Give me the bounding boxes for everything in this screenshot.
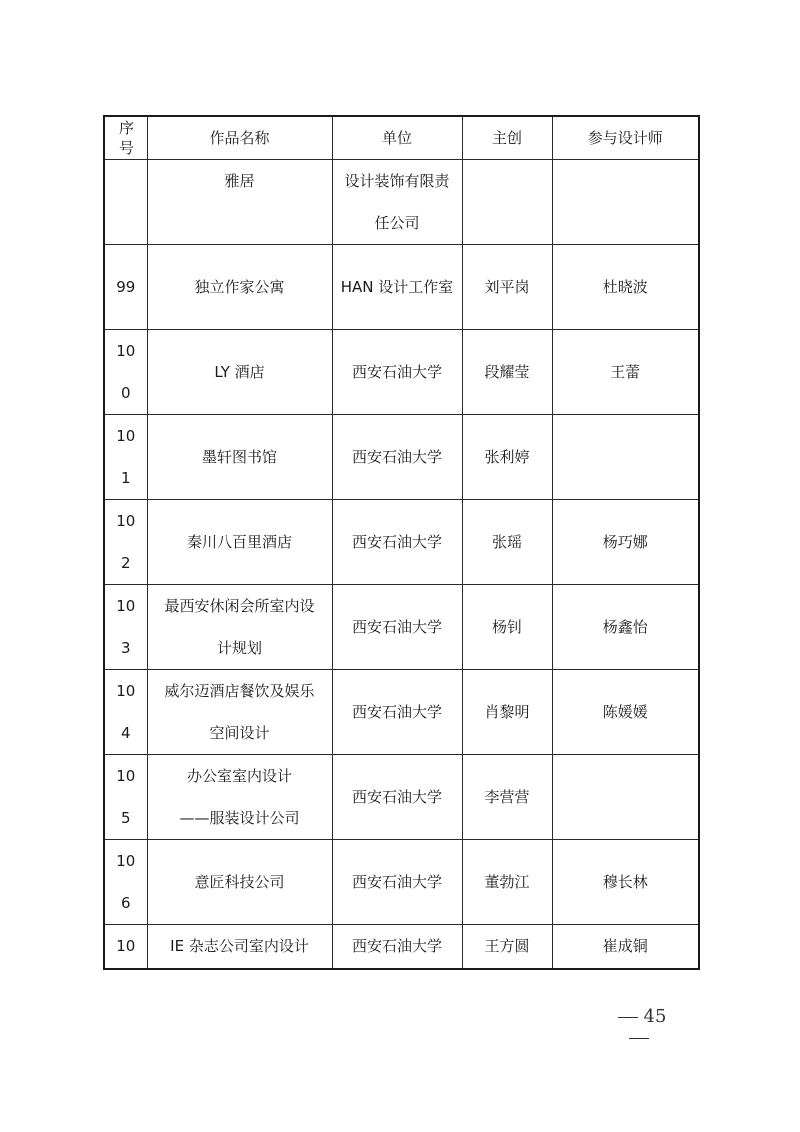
cell-seq: 101 [104, 415, 147, 500]
cell-title: 意匠科技公司 [147, 840, 332, 925]
cell-title: 威尔迈酒店餐饮及娱乐空间设计 [147, 670, 332, 755]
cell-seq: 100 [104, 330, 147, 415]
table-row [104, 415, 699, 500]
cell-title: IE 杂志公司室内设计 [147, 925, 332, 969]
dash-right [629, 1038, 649, 1039]
cell-seq [104, 160, 147, 245]
dash-left [618, 1017, 638, 1018]
cell-unit: 西安石油大学 [332, 500, 462, 585]
cell-lead: 刘平岗 [462, 245, 552, 330]
page-number [600, 1006, 678, 1048]
cell-lead: 张瑶 [462, 500, 552, 585]
cell-unit: 西安石油大学 [332, 585, 462, 670]
cell-designers: 王蕾 [552, 330, 699, 415]
cell-unit: HAN 设计工作室 [332, 245, 462, 330]
cell-title: 独立作家公寓 [147, 245, 332, 330]
cell-title [147, 755, 332, 840]
cell-designers [552, 755, 699, 840]
cell-lead: 王方圆 [462, 925, 552, 969]
cell-lead: 董勃江 [462, 840, 552, 925]
award-table [103, 115, 700, 970]
cell-title-line1: 办公室室内设计 [186, 767, 292, 785]
cell-designers: 穆长林 [552, 840, 699, 925]
cell-unit: 西安石油大学 [332, 330, 462, 415]
header-unit: 单位 [332, 116, 462, 160]
cell-designers: 崔成铜 [552, 925, 699, 969]
cell-seq: 102 [104, 500, 147, 585]
cell-designers: 杜晓波 [552, 245, 699, 330]
cell-unit: 西安石油大学 [332, 670, 462, 755]
cell-title: LY 酒店 [147, 330, 332, 415]
cell-seq: 103 [104, 585, 147, 670]
table-row [104, 670, 699, 755]
cell-designers: 陈媛媛 [552, 670, 699, 755]
table-row [104, 245, 699, 330]
cell-lead: 段耀莹 [462, 330, 552, 415]
cell-title: 最西安休闲会所室内设计规划 [147, 585, 332, 670]
cell-unit: 西安石油大学 [332, 925, 462, 969]
header-row [104, 116, 699, 160]
header-title: 作品名称 [147, 116, 332, 160]
header-seq: 序号 [104, 116, 147, 160]
cell-title: 秦川八百里酒店 [147, 500, 332, 585]
cell-lead [462, 160, 552, 245]
cell-seq: 10 [104, 925, 147, 969]
cell-lead: 肖黎明 [462, 670, 552, 755]
cell-title: 墨轩图书馆 [147, 415, 332, 500]
table-row [104, 585, 699, 670]
cell-designers: 杨鑫怡 [552, 585, 699, 670]
cell-unit: 西安石油大学 [332, 840, 462, 925]
page-number-value: 45 [643, 1006, 667, 1027]
cell-lead: 李营营 [462, 755, 552, 840]
header-lead: 主创 [462, 116, 552, 160]
table-row [104, 840, 699, 925]
table-row [104, 500, 699, 585]
cell-title-line2: ——服装设计公司 [179, 809, 300, 827]
cell-unit: 西安石油大学 [332, 415, 462, 500]
cell-designers [552, 415, 699, 500]
cell-title: 雅居 [147, 160, 332, 245]
header-designers: 参与设计师 [552, 116, 699, 160]
table-row [104, 925, 699, 969]
cell-lead: 杨钊 [462, 585, 552, 670]
table-row [104, 755, 699, 840]
cell-seq: 105 [104, 755, 147, 840]
cell-seq: 104 [104, 670, 147, 755]
table-row [104, 330, 699, 415]
cell-unit: 设计装饰有限责任公司 [332, 160, 462, 245]
cell-seq: 99 [104, 245, 147, 330]
cell-designers: 杨巧娜 [552, 500, 699, 585]
cell-seq: 106 [104, 840, 147, 925]
cell-designers [552, 160, 699, 245]
table-row [104, 160, 699, 245]
cell-unit: 西安石油大学 [332, 755, 462, 840]
cell-lead: 张利婷 [462, 415, 552, 500]
